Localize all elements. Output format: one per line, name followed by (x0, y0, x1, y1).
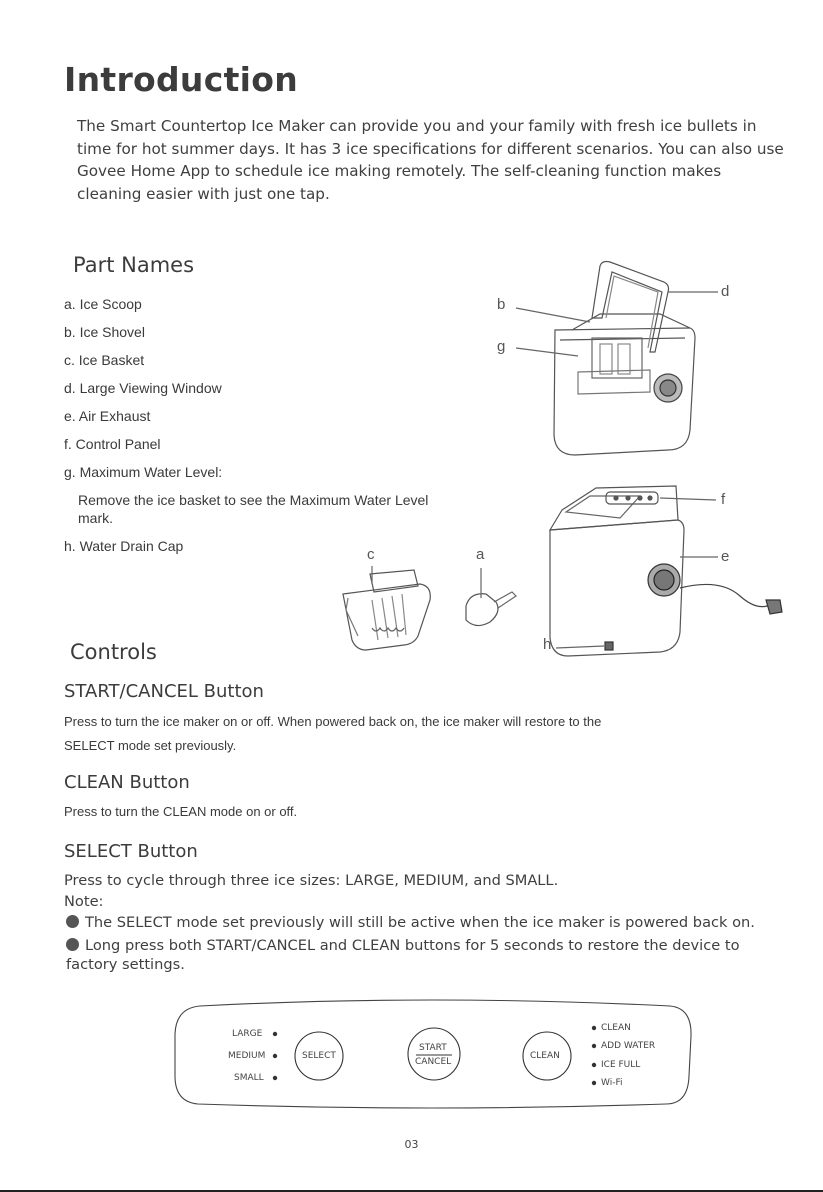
start-label[interactable]: START (419, 1043, 447, 1053)
part-item-h: h. Water Drain Cap (64, 538, 184, 554)
indicator-ice-full: ICE FULL (601, 1060, 641, 1070)
callout-b: b (497, 296, 506, 313)
ice-maker-illustration (330, 255, 810, 665)
select-text: Press to cycle through three ice sizes: LARGE, MEDIUM, and SMALL. (64, 872, 559, 889)
part-item-a: a. Ice Scoop (64, 296, 142, 312)
part-item-g: g. Maximum Water Level: (64, 464, 223, 480)
callout-g: g (497, 338, 506, 355)
start-cancel-title: START/CANCEL Button (64, 681, 264, 702)
page-number: 03 (404, 1138, 419, 1151)
part-item-c: c. Ice Basket (64, 352, 145, 368)
note-label: Note: (64, 893, 104, 910)
part-names-heading: Part Names (73, 253, 195, 277)
callout-d: d (721, 283, 730, 300)
indicator-large: LARGE (232, 1029, 263, 1039)
indicator-clean: CLEAN (601, 1023, 631, 1033)
select-button[interactable]: SELECT (302, 1051, 336, 1061)
callout-c: c (367, 546, 375, 563)
controls-heading: Controls (70, 640, 157, 664)
indicator-medium: MEDIUM (228, 1051, 266, 1061)
callout-a: a (476, 546, 485, 563)
callout-f: f (721, 491, 726, 508)
cancel-label[interactable]: CANCEL (415, 1057, 452, 1067)
bullet-dot-icon (66, 915, 79, 928)
intro-paragraph: The Smart Countertop Ice Maker can provide you and your family with fresh ice bullets in time for hot summer days. It has 3 ice specifications for different scenarios. You can also use Govee Home App to schedule ice making remotely. The self-cleaning function makes cleaning easier with just one tap. (77, 117, 784, 203)
clean-text: Press to turn the CLEAN mode on or off. (64, 804, 298, 819)
note-text-2: Long press both START/CANCEL and CLEAN buttons for 5 seconds to restore the device to factory settings. (66, 937, 740, 973)
part-item-b: b. Ice Shovel (64, 324, 145, 340)
callout-e: e (721, 548, 730, 565)
callout-h: h (543, 636, 552, 653)
part-item-f: f. Control Panel (64, 436, 161, 452)
page-title: Introduction (64, 60, 299, 99)
note-bullet-2 (66, 936, 766, 974)
indicator-add-water: ADD WATER (601, 1041, 656, 1051)
clean-title: CLEAN Button (64, 772, 190, 793)
part-item-d: d. Large Viewing Window (64, 380, 222, 396)
note-bullet-1 (66, 914, 786, 931)
select-title: SELECT Button (64, 841, 198, 862)
part-item-g-note: Remove the ice basket to see the Maximum Water Level mark. (78, 492, 429, 526)
part-item-e: e. Air Exhaust (64, 408, 151, 424)
clean-button[interactable]: CLEAN (530, 1051, 560, 1061)
note-text-1: The SELECT mode set previously will still be active when the ice maker is powered back on. (85, 914, 755, 931)
indicator-small: SMALL (234, 1073, 264, 1083)
indicator-wifi: Wi-Fi (601, 1078, 623, 1088)
bullet-dot-icon (66, 938, 79, 951)
start-cancel-text: Press to turn the ice maker on or off. When powered back on, the ice maker will restore to the SELECT mode set previously. (64, 714, 602, 753)
